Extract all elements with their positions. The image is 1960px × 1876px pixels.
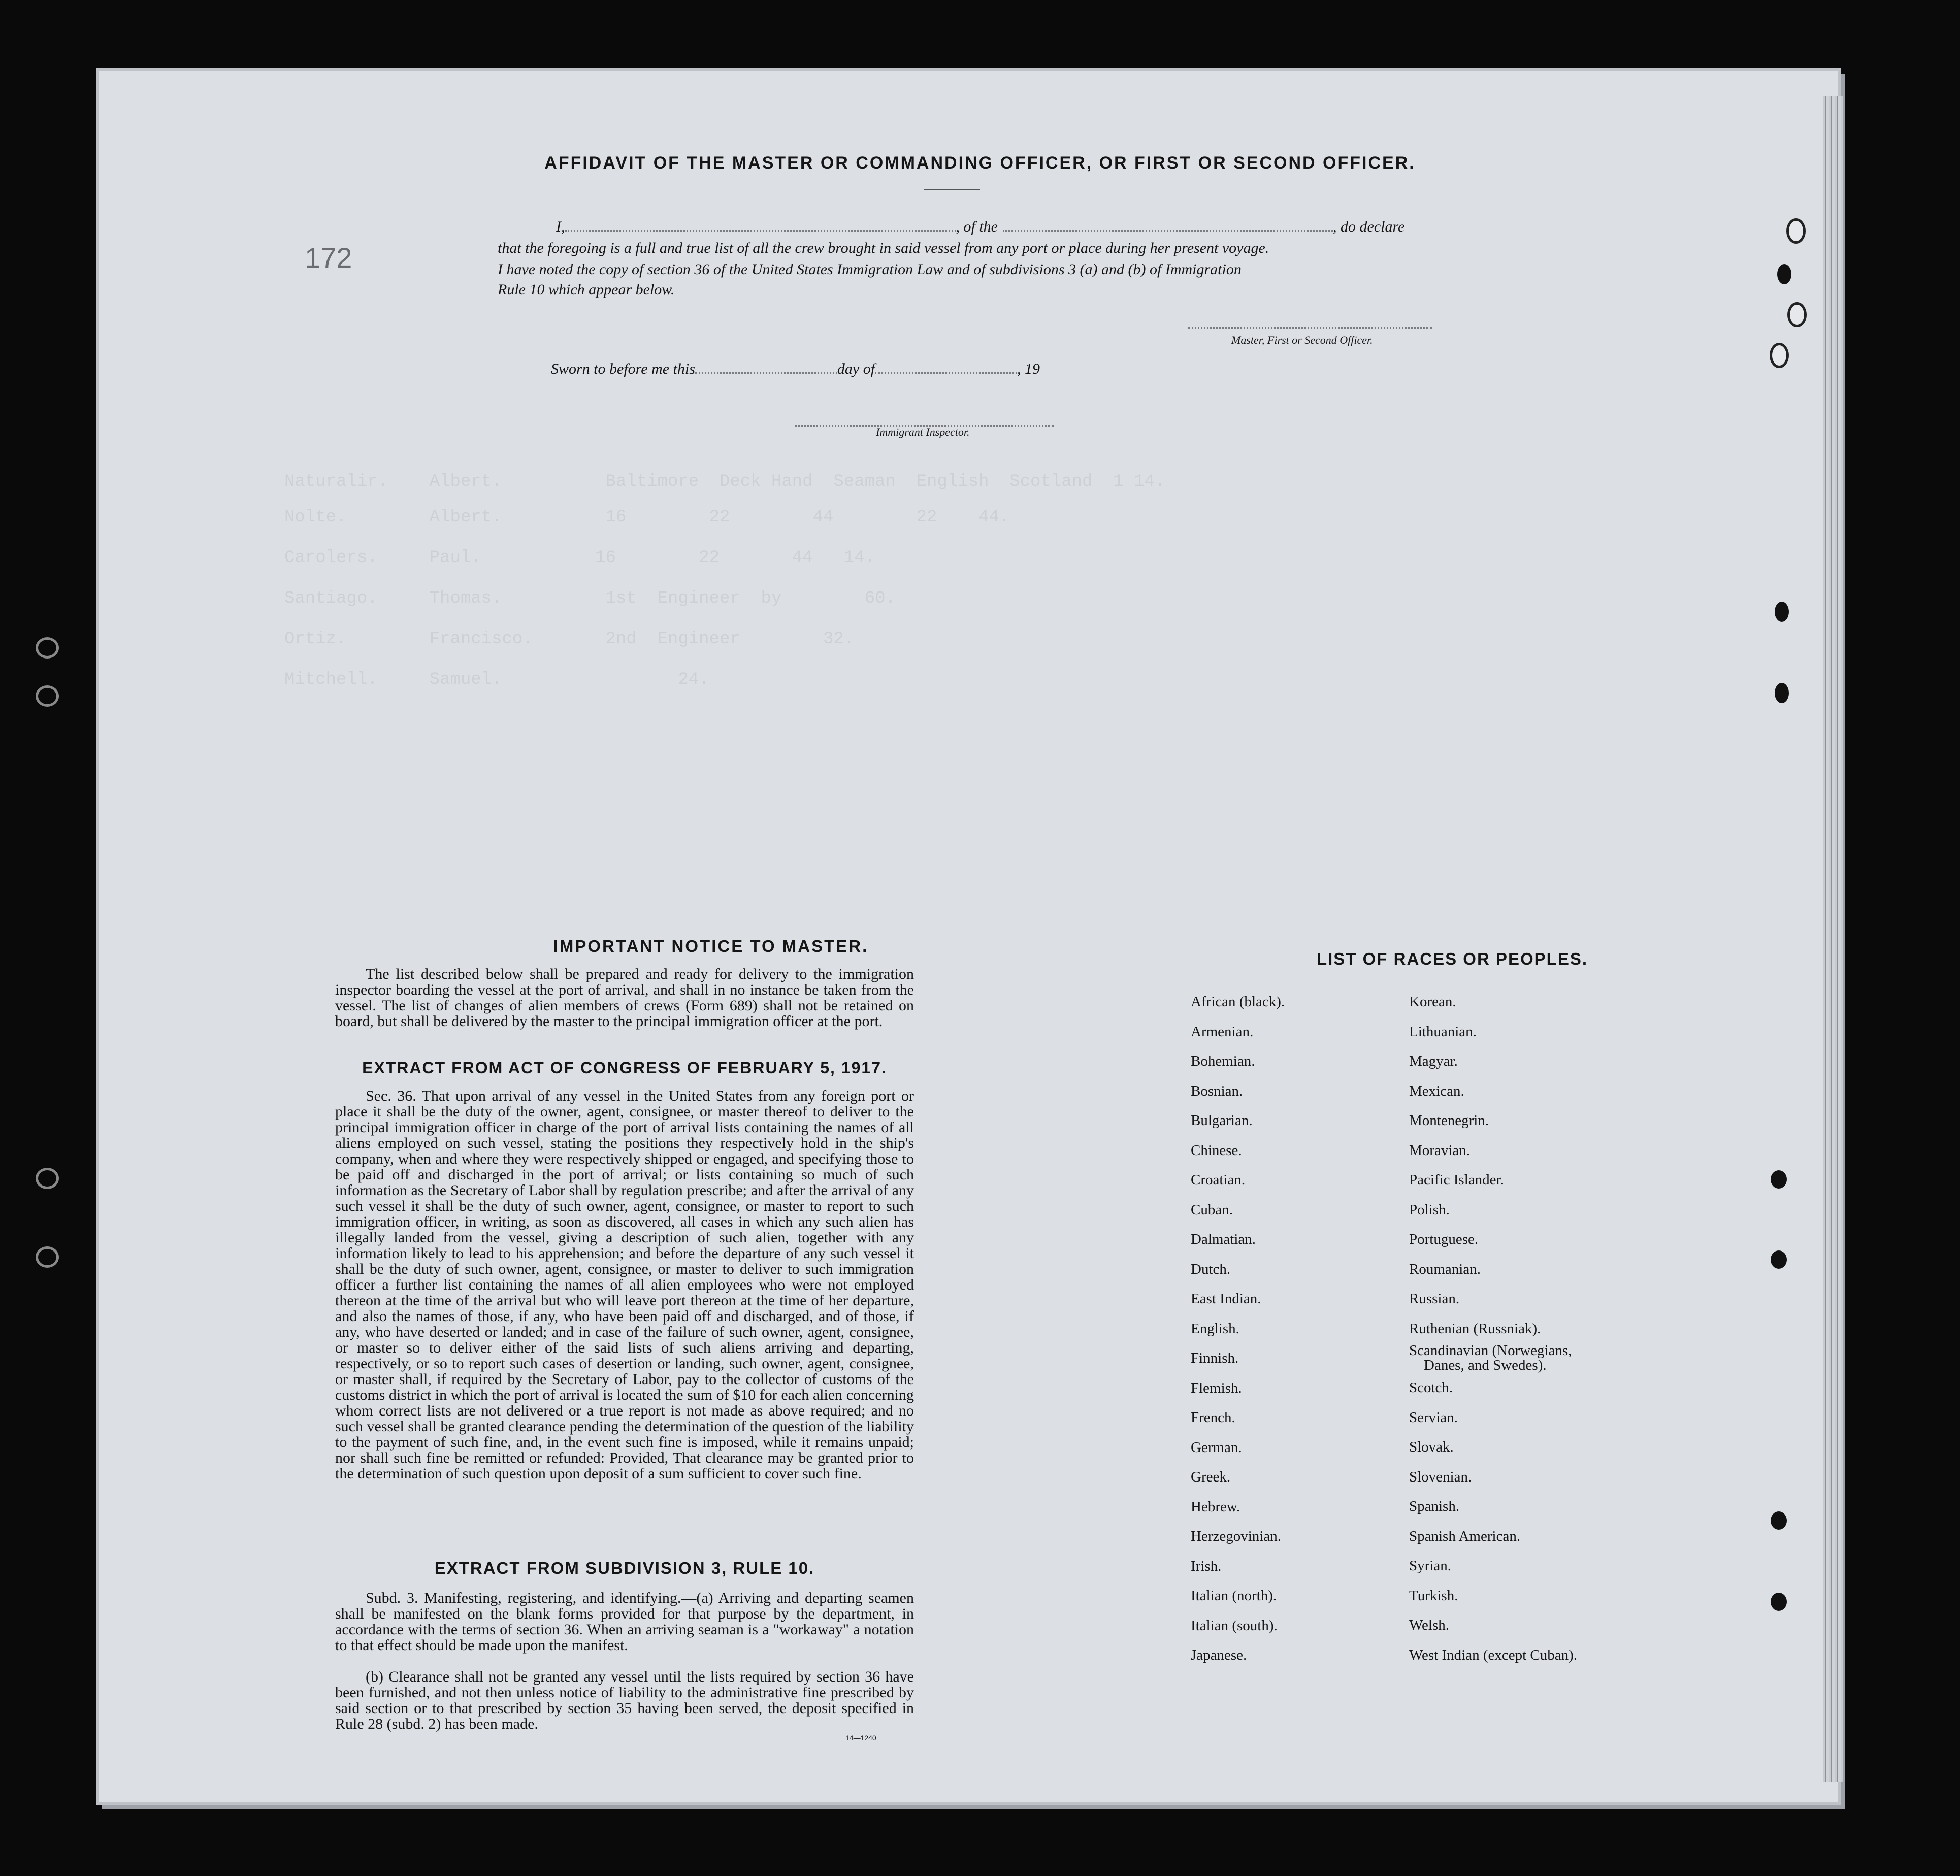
- form-number: 14—1240: [845, 1734, 876, 1742]
- binder-hole: [1775, 602, 1789, 622]
- race-item: Scandinavian (Norwegians, Danes, and Swedes).: [1409, 1342, 1572, 1373]
- race-item: Finnish.: [1191, 1350, 1239, 1366]
- race-item: Spanish American.: [1409, 1528, 1521, 1544]
- race-item: Welsh.: [1409, 1617, 1450, 1633]
- race-item: Montenegrin.: [1409, 1112, 1489, 1129]
- extract-act-title: EXTRACT FROM ACT OF CONGRESS OF FEBRUARY 5, 1917.: [362, 1059, 887, 1077]
- race-item: Polish.: [1409, 1201, 1450, 1218]
- race-item: African (black).: [1191, 994, 1285, 1010]
- race-item: West Indian (except Cuban).: [1409, 1647, 1578, 1663]
- bleed-through-text: Carolers. Paul. 16 22 44 14.: [284, 548, 875, 568]
- day-of-label: day of: [837, 360, 875, 377]
- race-item: Japanese.: [1191, 1647, 1247, 1663]
- race-item: English.: [1191, 1320, 1239, 1337]
- punch-mark: [1771, 1170, 1787, 1189]
- race-item: Italian (north).: [1191, 1588, 1277, 1604]
- declare-label: , do declare: [1333, 218, 1405, 235]
- i-label: I,: [556, 218, 565, 235]
- race-item: Dalmatian.: [1191, 1231, 1256, 1247]
- extract-act-body: Sec. 36. That upon arrival of any vessel in the United States from any foreign port or place it shall be the duty of the owner, agent, consignee, or master thereof to deliver to the principal immigration officer in charge of the port of arrival lists containing the names of all aliens employed on such vessel, stating the positions they respectively hold in the ship's company, when and where they were respectively shipped or engaged, and specifying those to be paid off and discharged in the port of arrival; or lists containing so much of such information as the Secretary of Labor shall by regulation prescribe; and after the arrival of any such vessel it shall be the duty of such owner, agent, consignee, or master to report to such immigration officer, in writing, as soon as discovered, all cases in which any such alien has illegally landed from the vessel, giving a description of such alien, together with any information likely to lead to his apprehension; and before the departure of any such vessel it shall be the duty of such owner, agent, consignee, or master to deliver to such immigration officer a further list containing the names of all alien employees who were not employed thereon at the time of the arrival but who will leave port thereon at the time of her departure, and also the names of those, if any, who have been paid off and discharged, and of those, if any, who have deserted or landed; and in case of the failure of such owner, agent, consignee, or master so to deliver either of the said lists of such aliens arriving and departing, respectively, or so to report such cases of desertion or landing, such owner, agent, consignee, or master shall, if required by the Secretary of Labor, pay to the collector of customs of the customs district in which the port of arrival is located the sum of $10 for each alien concerning whom correct lists are not delivered or a true report is not made as above required; and no such vessel shall be granted clearance pending the determination of the question of the liability to the payment of such fine, and, in the event such fine is imposed, while it remains unpaid; nor shall such fine be remitted or refunded: Provided, That clearance may be granted prior to the determination of such question upon deposit of a sum sufficient to cover such fine.: [335, 1088, 914, 1482]
- race-item: Portuguese.: [1409, 1231, 1479, 1247]
- sworn-day-field[interactable]: [695, 372, 837, 374]
- race-item: Armenian.: [1191, 1023, 1254, 1040]
- race-item: Irish.: [1191, 1558, 1222, 1574]
- race-item: Greek.: [1191, 1469, 1231, 1485]
- margin-hole: [36, 637, 59, 659]
- race-item: Moravian.: [1409, 1142, 1470, 1159]
- punch-mark: [1771, 1593, 1787, 1611]
- bleed-through-text: Mitchell. Samuel. 24.: [284, 670, 709, 689]
- race-item: Korean.: [1409, 994, 1456, 1010]
- race-item: Slovak.: [1409, 1439, 1454, 1455]
- sworn-month-field[interactable]: [875, 372, 1017, 374]
- race-item: Cuban.: [1191, 1201, 1233, 1218]
- race-item: Dutch.: [1191, 1261, 1231, 1277]
- race-item: Roumanian.: [1409, 1261, 1481, 1277]
- affidavit-line-4: Rule 10 which appear below.: [498, 281, 675, 298]
- race-item: Scotch.: [1409, 1379, 1453, 1396]
- race-item: Russian.: [1409, 1291, 1460, 1307]
- race-item: Pacific Islander.: [1409, 1172, 1504, 1188]
- punch-mark: [1771, 1511, 1787, 1530]
- race-item: East Indian.: [1191, 1291, 1261, 1307]
- race-item: Lithuanian.: [1409, 1023, 1477, 1040]
- race-item: French.: [1191, 1409, 1235, 1426]
- notice-body: The list described below shall be prepared and ready for delivery to the immigration inspector boarding the vessel at the port of arrival, and shall in no instance be taken from the vessel. The list of changes of alien members of crews (Form 689) shall not be retained on board, but shall be delivered by the master to the principal immigration officer at the port.: [335, 966, 914, 1030]
- race-item: Servian.: [1409, 1409, 1458, 1426]
- extract-rule-para-a: Subd. 3. Manifesting, registering, and identifying.—(a) Arriving and departing seamen shall be manifested on the blank forms provided for that purpose by the department, in accordance with the terms of section 36. When an arriving seaman is a "workaway" a notation to that effect should be made upon the manifest.: [335, 1590, 914, 1654]
- race-item: Syrian.: [1409, 1558, 1451, 1574]
- race-item: Bosnian.: [1191, 1082, 1243, 1099]
- race-item: Herzegovinian.: [1191, 1528, 1281, 1544]
- notice-title: IMPORTANT NOTICE TO MASTER.: [553, 937, 869, 956]
- sworn-line: [551, 360, 1040, 378]
- affidavit-title: AFFIDAVIT OF THE MASTER OR COMMANDING OFFICER, OR FIRST OR SECOND OFFICER.: [544, 153, 1416, 173]
- master-name-field[interactable]: [565, 230, 956, 232]
- races-left-column: [1191, 987, 1285, 1670]
- races-title: LIST OF RACES OR PEOPLES.: [1316, 949, 1588, 968]
- of-the-label: , of the: [956, 218, 998, 235]
- race-item: German.: [1191, 1439, 1242, 1456]
- binder-hole: [1787, 302, 1807, 327]
- margin-hole: [36, 1246, 59, 1268]
- races-right-column: [1409, 987, 1577, 1670]
- binder-hole: [1786, 218, 1806, 244]
- race-item: Spanish.: [1409, 1498, 1460, 1515]
- bleed-through-text: Naturalir. Albert. Baltimore Deck Hand Seaman English Scotland 1 14.: [284, 472, 1165, 491]
- binder-hole: [1777, 264, 1791, 284]
- extract-rule-title: EXTRACT FROM SUBDIVISION 3, RULE 10.: [434, 1559, 815, 1577]
- bleed-through-text: Nolte. Albert. 16 22 44 22 44.: [284, 508, 1010, 527]
- race-item: Hebrew.: [1191, 1498, 1240, 1515]
- inspector-label: Immigrant Inspector.: [876, 425, 970, 438]
- master-signature-field[interactable]: [1188, 327, 1432, 329]
- sworn-label: Sworn to before me this: [551, 360, 695, 377]
- extract-rule-para-b: (b) Clearance shall not be granted any vessel until the lists required by section 36 have been furnished, and not then unless notice of liability to the administrative fine prescribed by said section or to that prescribed by section 35 having been served, the deposit specified in Rule 28 (subd. 2) has been made.: [335, 1668, 914, 1732]
- margin-hole: [36, 685, 59, 707]
- bleed-through-text: Ortiz. Francisco. 2nd Engineer 32.: [284, 630, 855, 649]
- race-item: Bulgarian.: [1191, 1112, 1253, 1129]
- race-item: Mexican.: [1409, 1082, 1464, 1099]
- page-stack-edge: [1823, 96, 1843, 1782]
- race-item: Slovenian.: [1409, 1468, 1472, 1485]
- race-item: Chinese.: [1191, 1142, 1242, 1159]
- vessel-name-field[interactable]: [1003, 230, 1333, 232]
- race-item: Ruthenian (Russniak).: [1409, 1320, 1541, 1337]
- race-item: Croatian.: [1191, 1172, 1246, 1188]
- bleed-through-text: Santiago. Thomas. 1st Engineer by 60.: [284, 589, 896, 608]
- punch-mark: [1771, 1250, 1787, 1269]
- title-rule: [924, 189, 980, 190]
- master-signature-label: Master, First or Second Officer.: [1231, 334, 1373, 346]
- affidavit-line-1: [498, 218, 1462, 236]
- margin-hole: [36, 1168, 59, 1189]
- race-item: Italian (south).: [1191, 1617, 1278, 1634]
- year-label: , 19: [1017, 360, 1040, 377]
- affidavit-line-2: that the foregoing is a full and true list of all the crew brought in said vessel from any port or place during her present voyage.: [498, 240, 1269, 256]
- page-number-stamp: 172: [305, 242, 352, 274]
- race-item: Bohemian.: [1191, 1053, 1255, 1069]
- affidavit-line-3: I have noted the copy of section 36 of the United States Immigration Law and of subdivisions 3 (a) and (b) of Immigration: [498, 261, 1242, 278]
- race-item: Flemish.: [1191, 1379, 1242, 1396]
- binder-hole: [1770, 343, 1789, 368]
- race-item: Turkish.: [1409, 1587, 1458, 1604]
- race-item: Magyar.: [1409, 1053, 1458, 1069]
- binder-hole: [1775, 683, 1789, 703]
